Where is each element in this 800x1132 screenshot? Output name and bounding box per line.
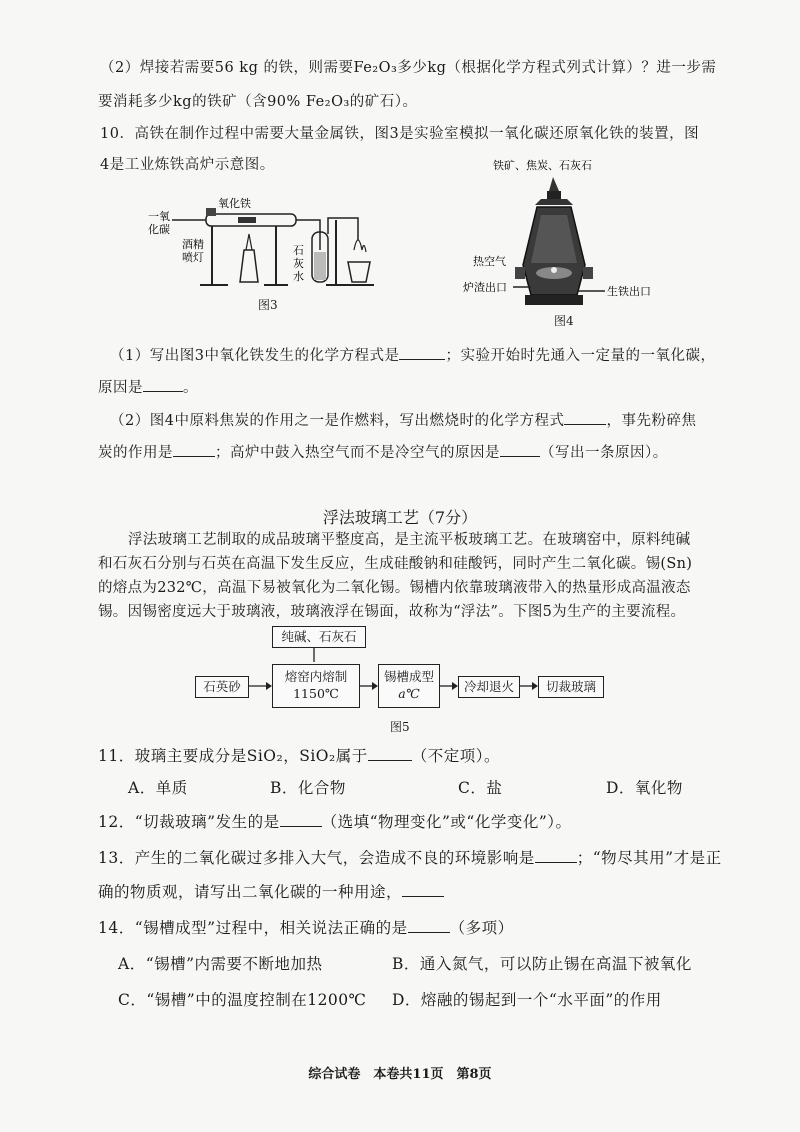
q11-option-d[interactable]: D．氧化物 [606, 779, 683, 797]
q10-intro-line2: 4是工业炼铁高炉示意图。 [100, 157, 275, 173]
q12-stem [98, 810, 572, 832]
section-paragraph-2: 和石灰石分别与石英在高温下发生反应，生成硅酸钠和硅酸钙，同时产生二氧化碳。锡(Sn) [98, 556, 693, 572]
q12-stem-text-a: 12．“切裁玻璃”发生的是 [98, 813, 280, 831]
q14-stem-text-a: 14．“锡槽成型”过程中，相关说法正确的是 [98, 919, 408, 937]
figure-4-caption: 图4 [554, 314, 574, 328]
q14-option-d[interactable]: D．熔融的锡起到一个“水平面”的作用 [392, 991, 662, 1009]
q13-text-a: 13．产生的二氧化碳过多排入大气，会造成不良的环境影响是 [98, 849, 535, 867]
flow-step-tin-bath-label: 锡槽成型 [383, 669, 434, 684]
q13-line2 [98, 880, 444, 902]
q10-part1-text-d: 。 [183, 380, 198, 396]
fig3-label-limewater-1: 石 [293, 244, 304, 257]
section-para-line-1: 浮法玻璃工艺制取的成品玻璃平整度高，是主流平板玻璃工艺。在玻璃窑中，原料纯碱 [128, 532, 691, 548]
q10-part2-text-e: （写出一条原因）。 [540, 445, 668, 461]
figure-3-caption: 图3 [258, 298, 278, 312]
q10-part1-text-b: ；实验开始时先通入一定量的一氧化碳， [445, 348, 716, 364]
fig3-label-lamp-1: 酒精 [182, 238, 204, 251]
flow-step-melting-label: 熔窑内熔制 [284, 669, 348, 684]
fig3-label-lamp-2: 喷灯 [182, 251, 204, 264]
q10-part2-text-d: ；高炉中鼓入热空气而不是冷空气的原因是 [215, 445, 500, 461]
q11-answer-blank[interactable] [368, 746, 412, 761]
fig3-label-limewater-3: 水 [293, 270, 304, 283]
q14-option-a[interactable]: A．“锡槽”内需要不断地加热 [118, 955, 323, 973]
q9-part2-line2: 要消耗多少kg的铁矿（含90% Fe₂O₃的矿石）。 [98, 94, 418, 110]
q10-part2-text-a: （2）图4中原料焦炭的作用之一是作燃料，写出燃烧时的化学方程式 [110, 413, 565, 429]
section-title: 浮法玻璃工艺（7分） [322, 508, 478, 527]
flow-step-quartz: 石英砂 [195, 676, 249, 698]
q14-option-c[interactable]: C．“锡槽”中的温度控制在1200℃ [118, 991, 367, 1009]
fig3-label-co-2: 化碳 [148, 223, 170, 236]
flow-step-tin-bath [378, 664, 440, 708]
q11-stem-text-a: 11．玻璃主要成分是SiO₂，SiO₂属于 [98, 747, 368, 765]
q11-stem [98, 744, 500, 766]
q11-option-c[interactable]: C．盐 [458, 779, 503, 797]
q10-part1-text-c: 原因是 [98, 380, 143, 396]
page-footer: 综合试卷 本卷共11页 第8页 [308, 1067, 492, 1082]
fig4-label-top: 铁矿、焦炭、石灰石 [493, 159, 592, 172]
fig4-label-slag: 炉渣出口 [463, 281, 507, 294]
fig4-label-hot-air: 热空气 [473, 255, 506, 268]
q14-stem [98, 916, 514, 938]
flow-step-melting-temp: 1150℃ [293, 686, 339, 701]
flow-step-cutting: 切裁玻璃 [538, 676, 604, 698]
q13-answer-blank-2[interactable] [402, 882, 444, 897]
q14-answer-blank[interactable] [408, 918, 450, 933]
q11-stem-text-b: （不定项）。 [411, 747, 500, 765]
q13-text-c: 确的物质观，请写出二氧化碳的一种用途， [98, 883, 403, 901]
section-paragraph-3: 的熔点为232℃，高温下易被氧化为二氧化锡。锡槽内依靠玻璃液带入的热量形成高温液态 [98, 580, 691, 596]
q14-stem-text-b: （多项） [449, 919, 514, 937]
figure-5-caption: 图5 [390, 720, 410, 734]
fig4-label-iron: 生铁出口 [607, 285, 651, 298]
q10-part2-text-b: ，事先粉碎焦 [606, 413, 697, 429]
flow-step-annealing: 冷却退火 [458, 676, 520, 698]
q12-stem-text-b: （选填“物理变化”或“化学变化”）。 [321, 813, 572, 831]
q12-answer-blank[interactable] [280, 812, 322, 827]
section-paragraph-4: 锡。因锡密度远大于玻璃液，玻璃液浮在锡面，故称为“浮法”。下图5为生产的主要流程。 [98, 604, 686, 620]
fig3-label-fe2o3: 氧化铁 [218, 197, 251, 210]
flow-input-top: 纯碱、石灰石 [272, 626, 366, 648]
flow-step-tin-bath-temp: a℃ [398, 686, 420, 701]
q13-answer-blank-1[interactable] [535, 848, 577, 863]
q14-option-b[interactable]: B．通入氮气，可以防止锡在高温下被氧化 [392, 955, 692, 973]
q11-option-a[interactable]: A．单质 [128, 779, 188, 797]
q13-text-b: ；“物尽其用”才是正 [576, 849, 722, 867]
flow-step-melting [272, 664, 360, 708]
q10-intro-line1: 10．高铁在制作过程中需要大量金属铁，图3是实验室模拟一氧化碳还原氧化铁的装置，图 [100, 126, 700, 142]
q10-part1-text-a: （1）写出图3中氧化铁发生的化学方程式是 [110, 348, 400, 364]
q13-line1 [98, 846, 722, 868]
fig3-label-limewater-2: 灰 [293, 257, 304, 270]
q11-option-b[interactable]: B．化合物 [270, 779, 346, 797]
q10-part2-text-c: 炭的作用是 [98, 445, 173, 461]
q9-part2-line1: （2）焊接若需要56 kg 的铁，则需要Fe₂O₃多少kg（根据化学方程式列式计算）？进一步需 [100, 60, 717, 76]
fig3-label-co-1: 一氧 [148, 210, 170, 223]
